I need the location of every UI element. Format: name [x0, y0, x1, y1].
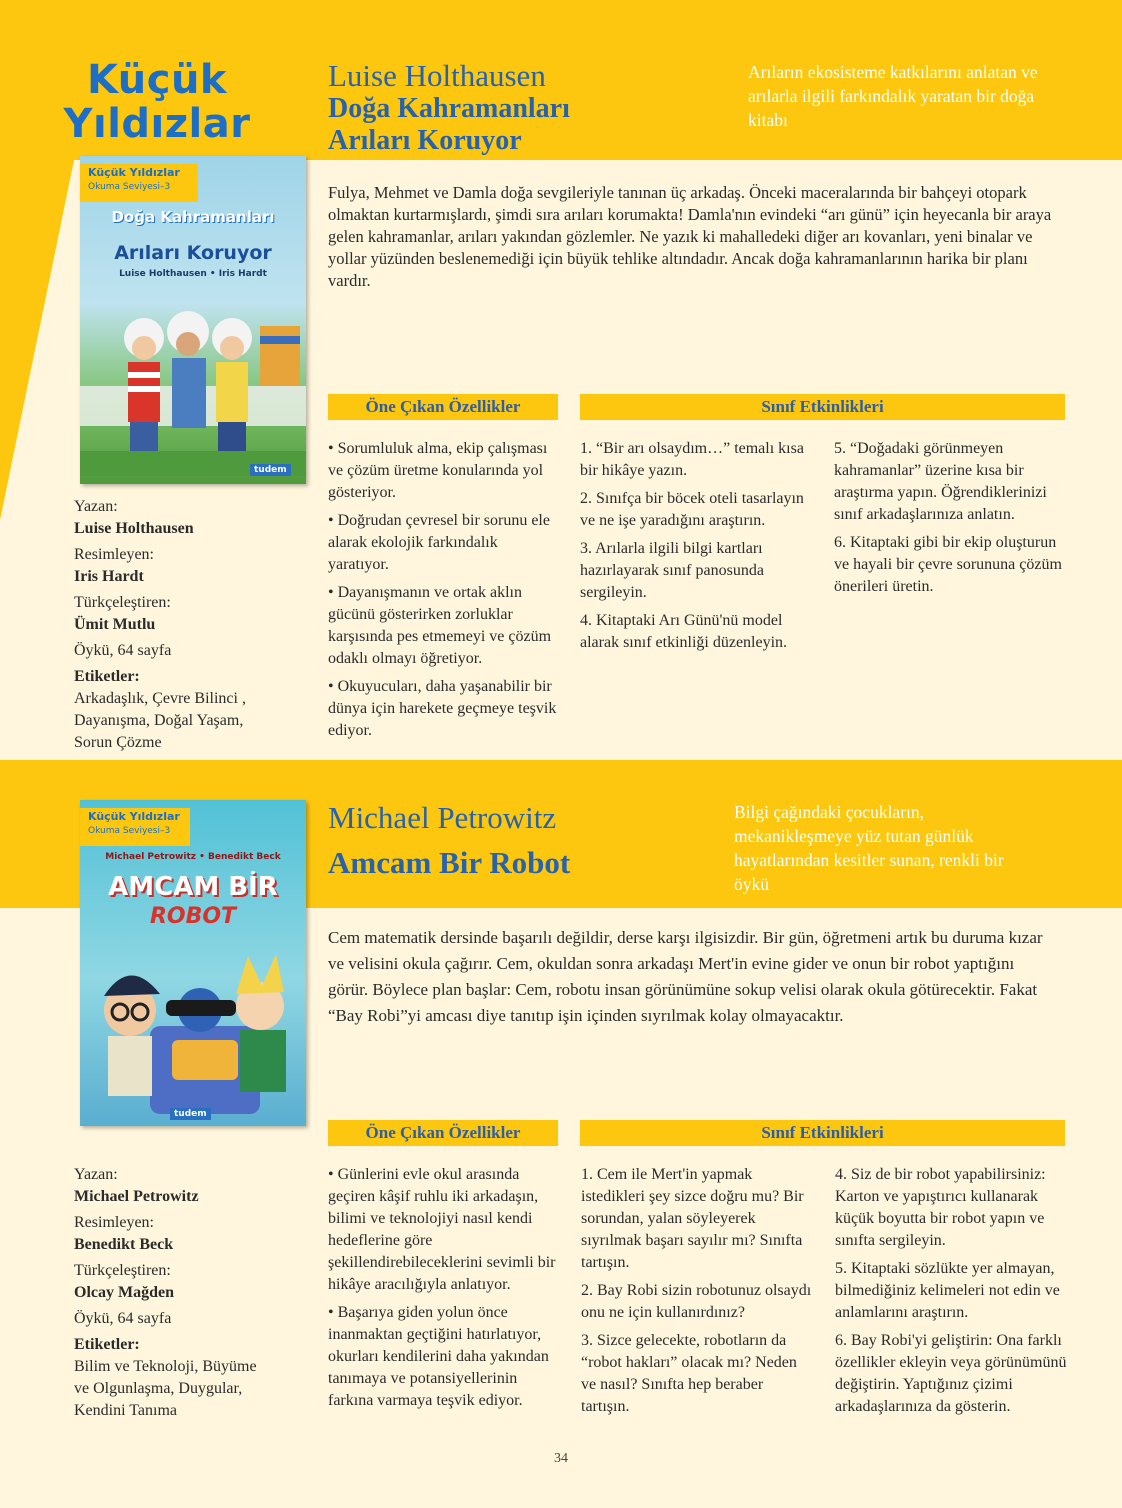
book1-feature-item: • Sorumluluk alma, ekip çalışması ve çözüm üretme konularında yol gösteriyor. [328, 440, 548, 501]
book2-activity-item: 4. Siz de bir robot yapabilirsiniz: Karton ve yapıştırıcı kullanarak küçük boyutta bir robot yapın ve sınıfta sergileyin. [835, 1166, 1046, 1249]
book2-writer: Michael Petrowitz [74, 1188, 199, 1205]
book1-activity-item: 1. “Bir arı olsaydım…” temalı kısa bir hikâye yazın. [580, 440, 804, 479]
book1-translator-label: Türkçeleştiren: [74, 594, 171, 611]
book1-features-list [328, 438, 558, 748]
book1-activity-item: 2. Sınıfça bir böcek oteli tasarlayın ve ne işe yaradığını araştırın. [580, 490, 804, 529]
book1-activity-item: 4. Kitaptaki Arı Günü'nü model alarak sınıf etkinliği düzenleyin. [580, 612, 788, 651]
book1-activities-right [834, 438, 1066, 604]
left-yellow-triangle [0, 160, 74, 520]
book2-translator-label: Türkçeleştiren: [74, 1262, 171, 1279]
book1-title-line2: Arıları Koruyor [328, 125, 522, 156]
book1-tags: Arkadaşlık, Çevre Bilinci , Dayanışma, Doğal Yaşam, Sorun Çözme [74, 690, 246, 751]
book1-tags-label: Etiketler: [74, 668, 140, 685]
book1-cover-level: Okuma Seviyesi–3 [88, 182, 171, 192]
book2-meta [74, 1164, 304, 1422]
book1-features-header: Öne Çıkan Özellikler [328, 394, 558, 420]
book1-activity-item: 5. “Doğadaki görünmeyen kahramanlar” üzerine kısa bir araştırma yapın. Öğrendiklerinizi sınıf arkadaşlarınıza anlatın. [834, 440, 1047, 523]
book2-activity-item: 1. Cem ile Mert'in yapmak istedikleri şey sizce doğru mu? Bir sorundan, yalan söyleyerek sıyrılmak başarı sayılır mı? Sınıfta tartışın. [581, 1166, 804, 1271]
book2-features-header: Öne Çıkan Özellikler [328, 1120, 558, 1146]
book1-writer: Luise Holthausen [74, 520, 194, 537]
book2-title: Amcam Bir Robot [328, 845, 571, 880]
book1-title-line1: Doğa Kahramanları [328, 93, 570, 124]
book2-activity-item: 6. Bay Robi'yi geliştirin: Ona farklı özellikler ekleyin veya görünümünü değiştirin. Yaptığınız çizimi arkadaşlarınıza da gösterin. [835, 1332, 1067, 1415]
book1-feature-item: • Doğrudan çevresel bir sorunu ele alarak ekolojik farkındalık yaratıyor. [328, 512, 550, 573]
book1-translator: Ümit Mutlu [74, 616, 156, 633]
book2-cover-level: Okuma Seviyesi–3 [88, 826, 171, 836]
book1-illustrator-label: Resimleyen: [74, 546, 154, 563]
book2-activities-header: Sınıf Etkinlikleri [580, 1120, 1065, 1146]
book2-tagline: Bilgi çağındaki çocukların, mekanikleşmeye yüz tutan günlük hayatlarından kesitler sunan, renkli bir öykü [734, 802, 1004, 894]
book1-activity-item: 6. Kitaptaki gibi bir ekip oluşturun ve hayali bir çevre sorununa çözüm önerileri üretin. [834, 534, 1062, 595]
book2-cover [80, 800, 306, 1126]
book2-cover-series: Küçük Yıldızlar [88, 810, 180, 823]
book1-activity-item: 3. Arılarla ilgili bilgi kartları hazırlayarak sınıf panosunda sergileyin. [580, 540, 764, 601]
book2-tags: Bilim ve Teknoloji, Büyüme ve Olgunlaşma, Duygular, Kendini Tanıma [74, 1358, 257, 1419]
book2-illustrator: Benedikt Beck [74, 1236, 174, 1253]
book1-cover [80, 156, 306, 484]
book1-cover-illustration [80, 286, 306, 476]
book1-activities-header: Sınıf Etkinlikleri [580, 394, 1065, 420]
book1-activities-left [580, 438, 816, 660]
book2-cover-title-sub: ROBOT [149, 904, 237, 929]
logo-line1: Küçük [86, 57, 228, 103]
book2-cover-illustration [80, 936, 306, 1114]
book2-feature-item: • Günlerini evle okul arasında geçiren kâşif ruhlu iki arkadaşın, bilimi ve teknolojiyi nasıl kendi hedeflerine göre şekillendirebileceklerini sevimli bir hikâye aracılığıyla anlatıyor. [328, 1166, 556, 1293]
book2-cover-authors: Michael Petrowitz • Benedikt Beck [105, 852, 281, 862]
book2-format: Öykü, 64 sayfa [74, 1310, 172, 1327]
book1-cover-title-top: Doğa Kahramanları [111, 208, 275, 226]
book2-author: Michael Petrowitz [328, 800, 557, 835]
book1-cover-series: Küçük Yıldızlar [88, 166, 180, 179]
book1-cover-title-main: Arıları Koruyor [114, 242, 272, 264]
book2-cover-publisher: tudem [170, 1108, 211, 1120]
book2-illustrator-label: Resimleyen: [74, 1214, 154, 1231]
book2-features-list [328, 1164, 560, 1418]
book1-cover-publisher: tudem [250, 464, 291, 476]
book1-description: Fulya, Mehmet ve Damla doğa sevgileriyle tanınan üç arkadaş. Önceki maceralarında bir bahçeyi otopark olmaktan kurtarmışlardı, şimdi sıra arıları korumakta! Damla'nın evindeki “arı günü” için heyecanla bir araya gelen kahramanlar, arıları yakından gözlemler. Ne yazık ki mahalledeki diğer arı kovanları, yeni binalar ve yollar yüzünden beslenemediği için büyük tehlike altındadır. Ancak doğa kahramanlarının harika bir planı vardır. [328, 183, 1052, 290]
book1-format: Öykü, 64 sayfa [74, 642, 172, 659]
book2-writer-label: Yazan: [74, 1166, 118, 1183]
book1-feature-item: • Dayanışmanın ve ortak aklın gücünü gösterirken zorluklar karşısında pes etmemeyi ve çözüm odaklı olmayı öğretiyor. [328, 584, 552, 667]
book2-activity-item: 2. Bay Robi sizin robotunuz olsaydı onu ne için kullanırdınız? [581, 1282, 812, 1321]
book2-description: Cem matematik dersinde başarılı değildir, derse karşı ilgisizdir. Bir gün, öğretmeni artık bu duruma kızar ve velisini okula çağırır. Cem, okuldan sonra arkadaşı Mert'in evine gider ve onun bir robot yaptığını görür. Böylece plan başlar: Cem, robotu insan görünümüne sokup velisi olarak okula götürecektir. Fakat “Bay Robi”yi amcası diye tanıtıp işin içinden sıyrılmak kolay olmayacaktır. [328, 928, 1043, 1025]
book1-author: Luise Holthausen [328, 58, 546, 93]
book1-writer-label: Yazan: [74, 498, 118, 515]
book2-activities-left [581, 1164, 813, 1424]
book2-activity-item: 5. Kitaptaki sözlükte yer almayan, bilmediğiniz kelimeleri not edin ve anlamlarını araştırın. [835, 1260, 1060, 1321]
logo-line2: Yıldızlar [63, 101, 251, 147]
book1-feature-item: • Okuyucuları, daha yaşanabilir bir dünya için harekete geçmeye teşvik ediyor. [328, 678, 557, 739]
book2-activity-item: 3. Sizce gelecekte, robotların da “robot hakları” olacak mı? Neden ve nasıl? Sınıfta hep beraber tartışın. [581, 1332, 797, 1415]
page-number: 34 [554, 1451, 568, 1466]
book1-meta [74, 496, 304, 754]
book2-cover-title-main: AMCAM BİR [108, 872, 278, 902]
book2-activities-right [835, 1164, 1067, 1424]
book2-tags-label: Etiketler: [74, 1336, 140, 1353]
book2-translator: Olcay Mağden [74, 1284, 174, 1301]
book1-illustrator: Iris Hardt [74, 568, 144, 585]
series-logo [62, 58, 252, 146]
book2-feature-item: • Başarıya giden yolun önce inanmaktan geçtiğini hatırlatıyor, okurları kendilerini daha yakından tanımaya ve potansiyellerinin farkına varmaya teşvik ediyor. [328, 1304, 549, 1409]
book1-cover-authors: Luise Holthausen • Iris Hardt [119, 269, 267, 279]
book1-tagline: Arıların ekosisteme katkılarını anlatan ve arılarla ilgili farkındalık yaratan bir doğa kitabı [748, 62, 1038, 130]
